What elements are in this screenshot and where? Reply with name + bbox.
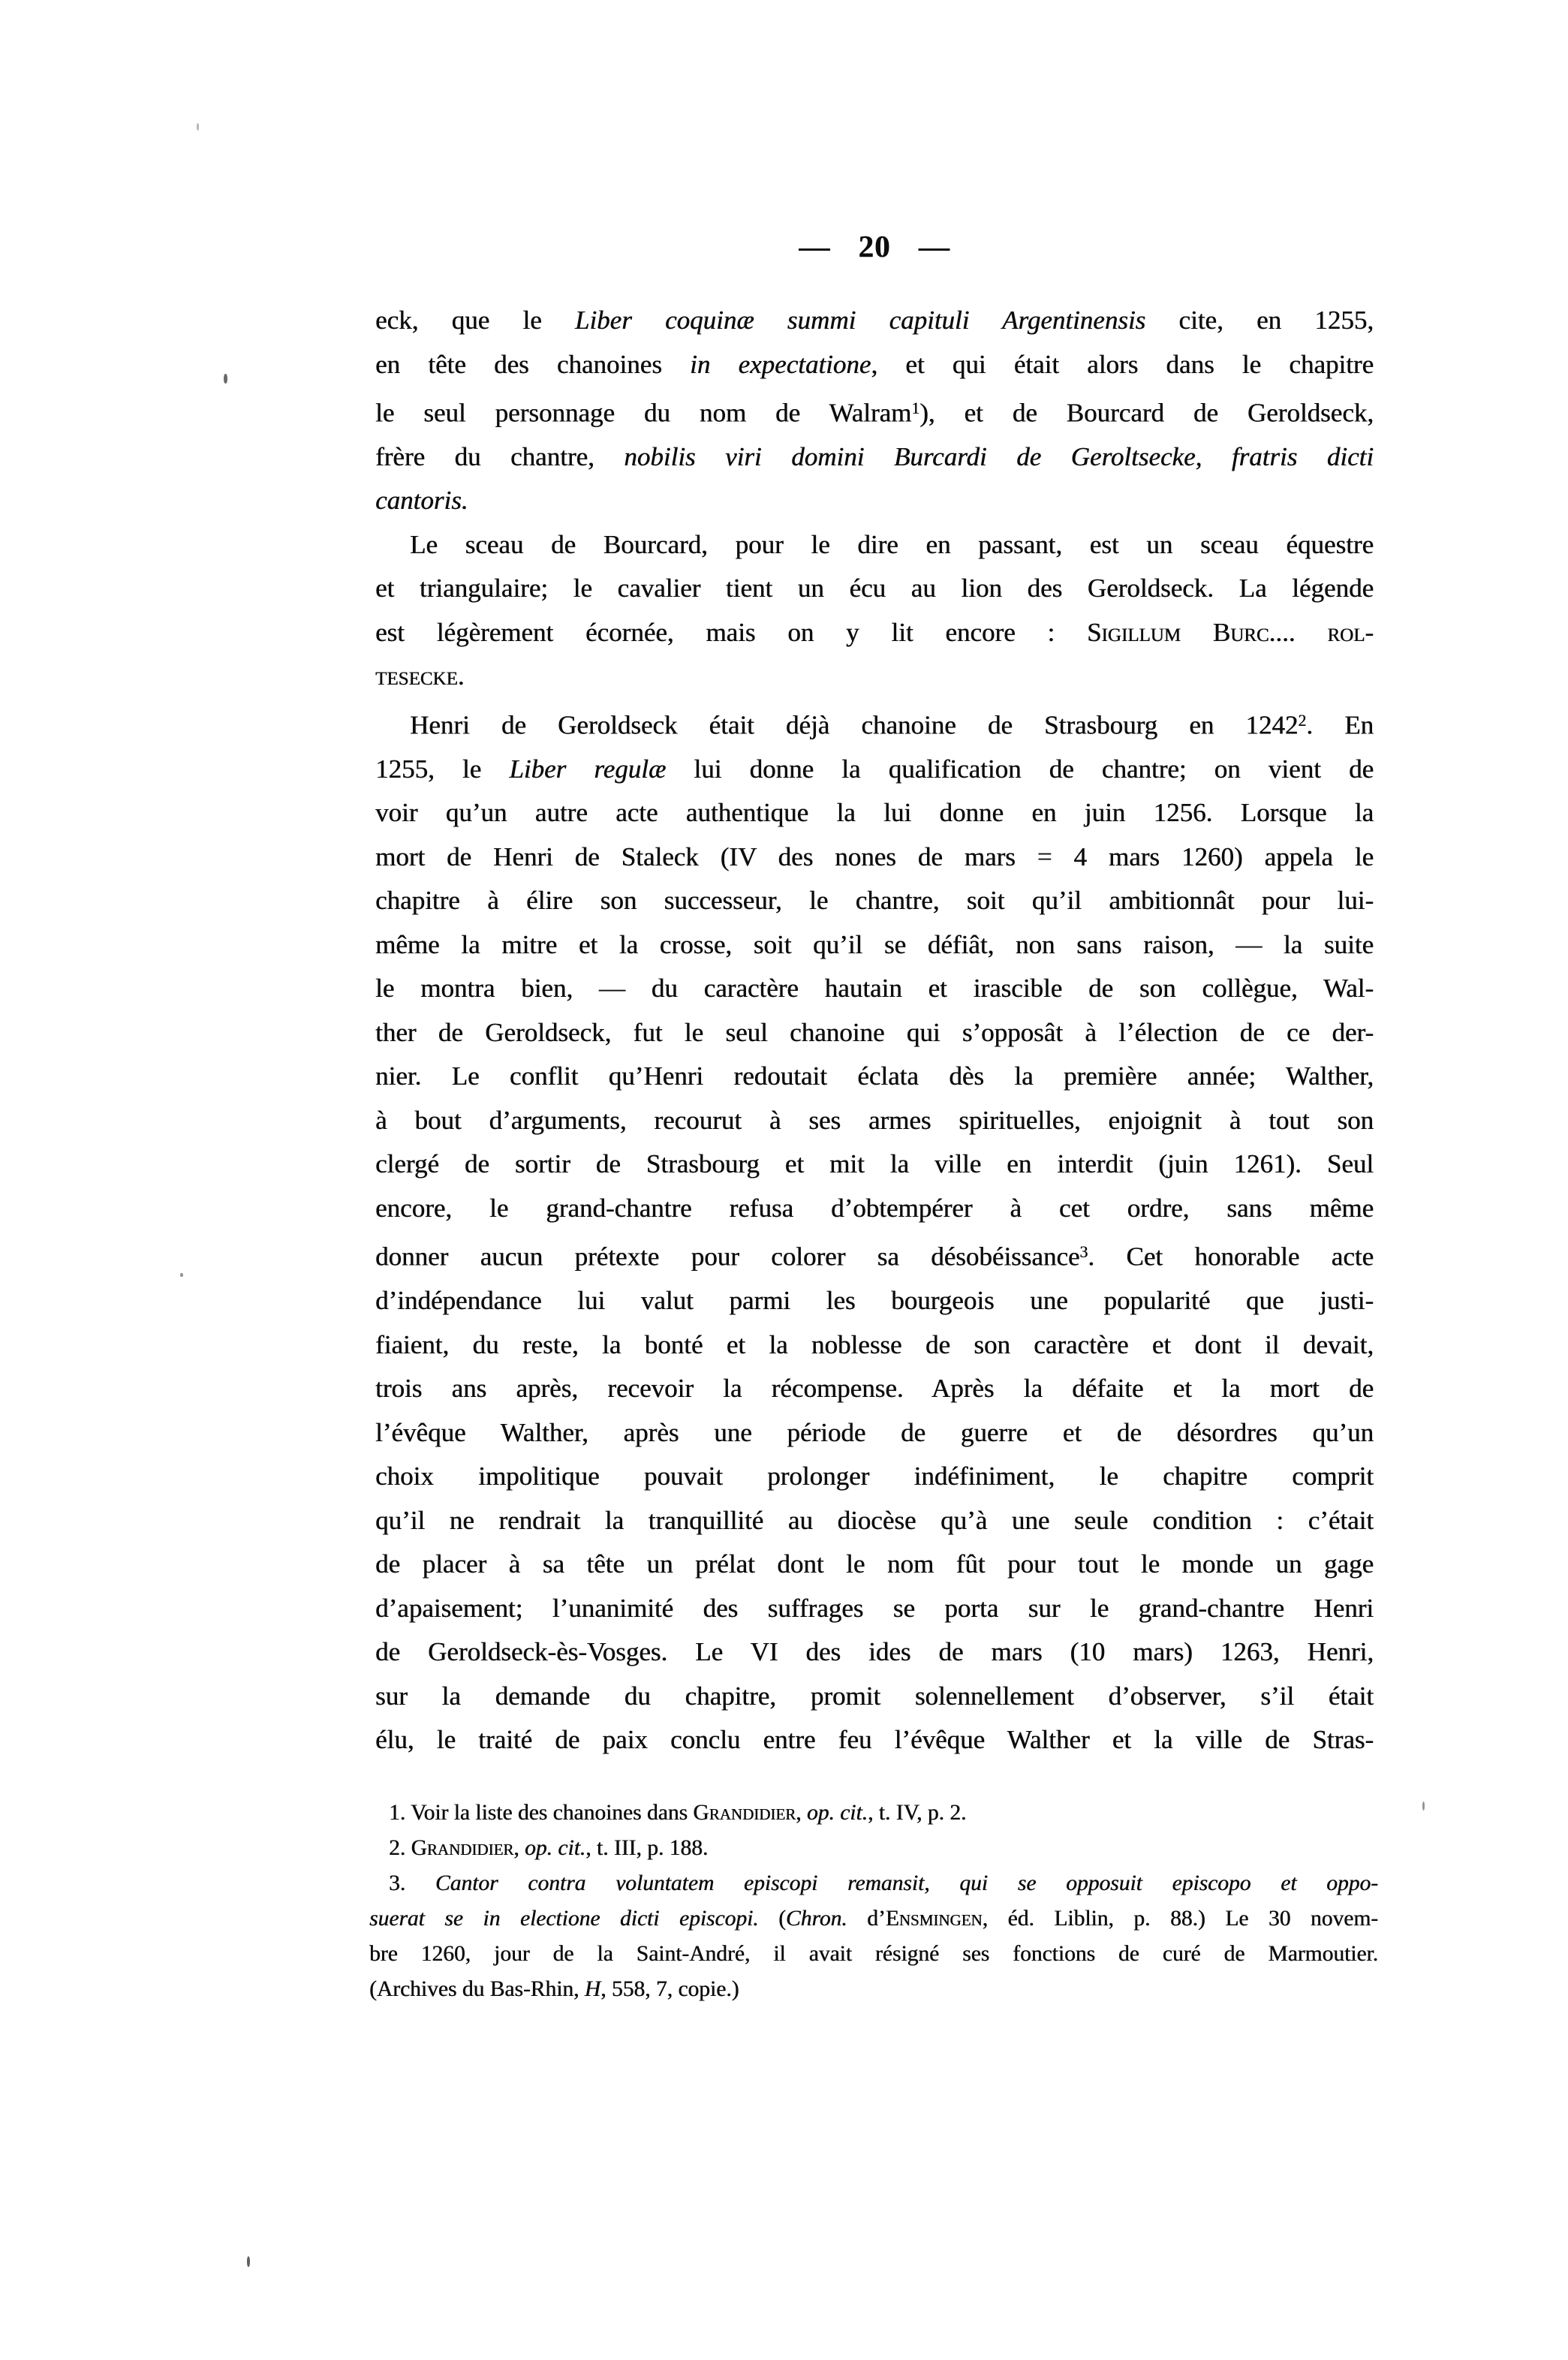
text-segment: Liber regulæ: [509, 754, 667, 784]
text-segment: le seul personnage du nom de Walram: [375, 398, 912, 428]
text-line: [375, 1630, 1374, 1675]
text-segment: ), et de Bourcard de Geroldseck,: [919, 398, 1374, 428]
text-segment: de placer à sa tête un prélat dont le nom fût pour tout le monde un gage: [375, 1549, 1374, 1579]
text-line: [375, 343, 1374, 387]
text-line: [375, 791, 1374, 835]
text-segment: eck, que le: [375, 306, 575, 335]
scan-speck: [224, 374, 227, 384]
text-line: [375, 1675, 1374, 1719]
text-line: [375, 567, 1374, 611]
text-line: [375, 1718, 1374, 1762]
text-line: [375, 1011, 1374, 1055]
text-segment: et triangulaire; le cavalier tient un écu au lion des Geroldseck. La légende: [375, 573, 1374, 604]
text-segment: ,: [796, 1801, 807, 1825]
text-line: [369, 1796, 1378, 1831]
scan-speck: [1422, 1802, 1425, 1811]
page-number-header: — 20 —: [799, 229, 950, 263]
scan-speck: [197, 123, 199, 131]
text-segment: 1255, le: [375, 754, 510, 784]
text-segment: nobilis viri domini Burcardi de Geroltsecke, fratris dicti: [624, 441, 1374, 471]
text-line: [375, 435, 1374, 480]
text-segment: 2.: [389, 1836, 411, 1860]
text-segment: . Cet honorable acte: [1088, 1242, 1374, 1272]
text-segment: Henri de Geroldseck était déjà chanoine de Strasbourg en 1242: [410, 710, 1299, 740]
text-line: [375, 923, 1374, 968]
text-line: [375, 699, 1374, 748]
text-segment: à bout d’arguments, recourut à ses armes spirituelles, enjoignit à tout son: [375, 1105, 1374, 1135]
text-line: [375, 967, 1374, 1011]
text-segment: cite, en 1255,: [1145, 306, 1374, 335]
text-segment: le montra bien, — du caractère hautain et irascible de son collègue, Wal-: [375, 974, 1374, 1004]
text-segment: in expectatione: [690, 349, 871, 379]
text-line: [375, 835, 1374, 880]
text-line: [375, 1099, 1374, 1143]
text-line: [375, 1543, 1374, 1587]
scan-speck: [180, 1273, 183, 1277]
text-segment: , et qui était alors dans le chapitre: [871, 349, 1374, 379]
text-line: [369, 1866, 1378, 1901]
text-segment: fiaient, du reste, la bonté et la noblesse de son caractère et dont il devait,: [375, 1329, 1374, 1359]
text-line: [375, 1279, 1374, 1323]
text-segment: d’: [847, 1907, 886, 1931]
text-segment: H: [584, 1977, 601, 2001]
text-line: [375, 1411, 1374, 1455]
text-segment: suerat se in electione dicti episcopi.: [369, 1907, 759, 1931]
text-segment: élu, le traité de paix conclu entre feu l’évêque Walther et la ville de Stras-: [375, 1725, 1374, 1755]
text-segment: nier. Le conflit qu’Henri redoutait éclata dès la première année; Walther,: [375, 1061, 1374, 1091]
text-line: [375, 611, 1374, 655]
text-segment: choix impolitique pouvait prolonger indéfiniment, le chapitre comprit: [375, 1461, 1374, 1492]
text-segment: Grandidier: [693, 1801, 796, 1825]
footnotes: [369, 1796, 1378, 2007]
text-line: [375, 1055, 1374, 1099]
text-segment: Ensmingen: [885, 1907, 983, 1931]
text-segment: d’indépendance lui valut parmi les bourgeois une popularité que justi-: [375, 1286, 1374, 1316]
text-segment: sur la demande du chapitre, promit solennellement d’observer, s’il était: [375, 1681, 1374, 1711]
text-line: [369, 1901, 1378, 1937]
footnote-ref: 2: [1298, 711, 1307, 730]
text-segment: Liber coquinæ summi capituli Argentinensis: [574, 306, 1146, 335]
scan-speck: [247, 2256, 250, 2267]
text-segment: voir qu’un autre acte authentique la lui donne en juin 1256. Lorsque la: [375, 798, 1374, 828]
text-line: [369, 1831, 1378, 1866]
text-line: [375, 1187, 1374, 1231]
text-segment: 1. Voir la liste des chanoines dans: [389, 1801, 694, 1825]
text-line: [369, 1937, 1378, 1972]
text-segment: 3.: [389, 1871, 435, 1895]
text-line: [375, 1587, 1374, 1631]
text-line: [375, 387, 1374, 435]
text-segment: (: [758, 1907, 786, 1931]
text-line: [375, 299, 1374, 343]
footnote-ref: 3: [1079, 1243, 1088, 1262]
text-segment: . En: [1306, 710, 1374, 740]
text-segment: l’évêque Walther, après une période de guerre et de désordres qu’un: [375, 1417, 1374, 1447]
main-text: [375, 299, 1374, 1762]
text-line: [375, 1323, 1374, 1368]
text-segment: en tête des chanoines: [375, 349, 691, 379]
text-segment: bre 1260, jour de la Saint-André, il avait résigné ses fonctions de curé de Marmoutier.: [369, 1942, 1378, 1966]
text-segment: même la mitre et la crosse, soit qu’il se défiât, non sans raison, — la suite: [375, 929, 1374, 959]
text-line: [375, 1230, 1374, 1279]
text-segment: tesecke.: [375, 661, 465, 691]
text-segment: Le sceau de Bourcard, pour le dire en passant, est un sceau équestre: [410, 529, 1374, 559]
text-segment: est légèrement écornée, mais on y lit encore :: [375, 617, 1087, 647]
text-segment: Grandidier: [411, 1836, 514, 1860]
text-segment: chapitre à élire son successeur, le chantre, soit qu’il ambitionnât pour lui-: [375, 886, 1374, 916]
text-segment: op. cit.: [806, 1801, 868, 1825]
text-segment: , t. IV, p. 2.: [867, 1801, 967, 1825]
text-segment: d’apaisement; l’unanimité des suffrages se porta sur le grand-chantre Henri: [375, 1593, 1374, 1623]
text-line: [375, 1142, 1374, 1187]
text-line: [375, 748, 1374, 792]
text-segment: , 558, 7, copie.): [600, 1977, 739, 2001]
text-segment: cantoris.: [375, 486, 468, 516]
text-segment: mort de Henri de Staleck (IV des nones de mars = 4 mars 1260) appela le: [375, 841, 1374, 871]
text-segment: op. cit.: [525, 1836, 586, 1860]
text-segment: lui donne la qualification de chantre; on vient de: [666, 754, 1374, 784]
text-segment: de Geroldseck-ès-Vosges. Le VI des ides de mars (10 mars) 1263, Henri,: [375, 1637, 1374, 1667]
footnote-ref: 1: [911, 399, 920, 417]
text-line: [375, 655, 1374, 699]
text-segment: Sigillum Burc.... rol-: [1086, 617, 1374, 647]
text-line: [375, 879, 1374, 923]
text-line: [375, 1499, 1374, 1543]
text-line: [369, 1972, 1378, 2007]
text-segment: qu’il ne rendrait la tranquillité au diocèse qu’à une seule condition : c’était: [375, 1505, 1374, 1535]
text-line: [375, 479, 1374, 523]
text-segment: clergé de sortir de Strasbourg et mit la ville en interdit (juin 1261). Seul: [375, 1149, 1374, 1179]
text-line: [375, 1455, 1374, 1499]
text-segment: , t. III, p. 188.: [585, 1836, 709, 1860]
text-segment: frère du chantre,: [375, 441, 624, 471]
text-segment: donner aucun prétexte pour colorer sa désobéissance: [375, 1242, 1080, 1272]
text-segment: trois ans après, recevoir la récompense. Après la défaite et la mort de: [375, 1374, 1374, 1404]
text-segment: ther de Geroldseck, fut le seul chanoine qui s’opposât à l’élection de ce der-: [375, 1017, 1374, 1047]
text-segment: Cantor contra voluntatem episcopi remansit, qui se opposuit episcopo et oppo-: [435, 1871, 1379, 1895]
text-line: [375, 523, 1374, 567]
text-segment: ,: [513, 1836, 525, 1860]
text-segment: Chron.: [785, 1907, 847, 1931]
text-segment: , éd. Liblin, p. 88.) Le 30 novem-: [982, 1907, 1378, 1931]
text-line: [375, 1367, 1374, 1411]
text-segment: encore, le grand-chantre refusa d’obtempérer à cet ordre, sans même: [375, 1193, 1374, 1223]
text-segment: (Archives du Bas-Rhin,: [369, 1977, 585, 2001]
